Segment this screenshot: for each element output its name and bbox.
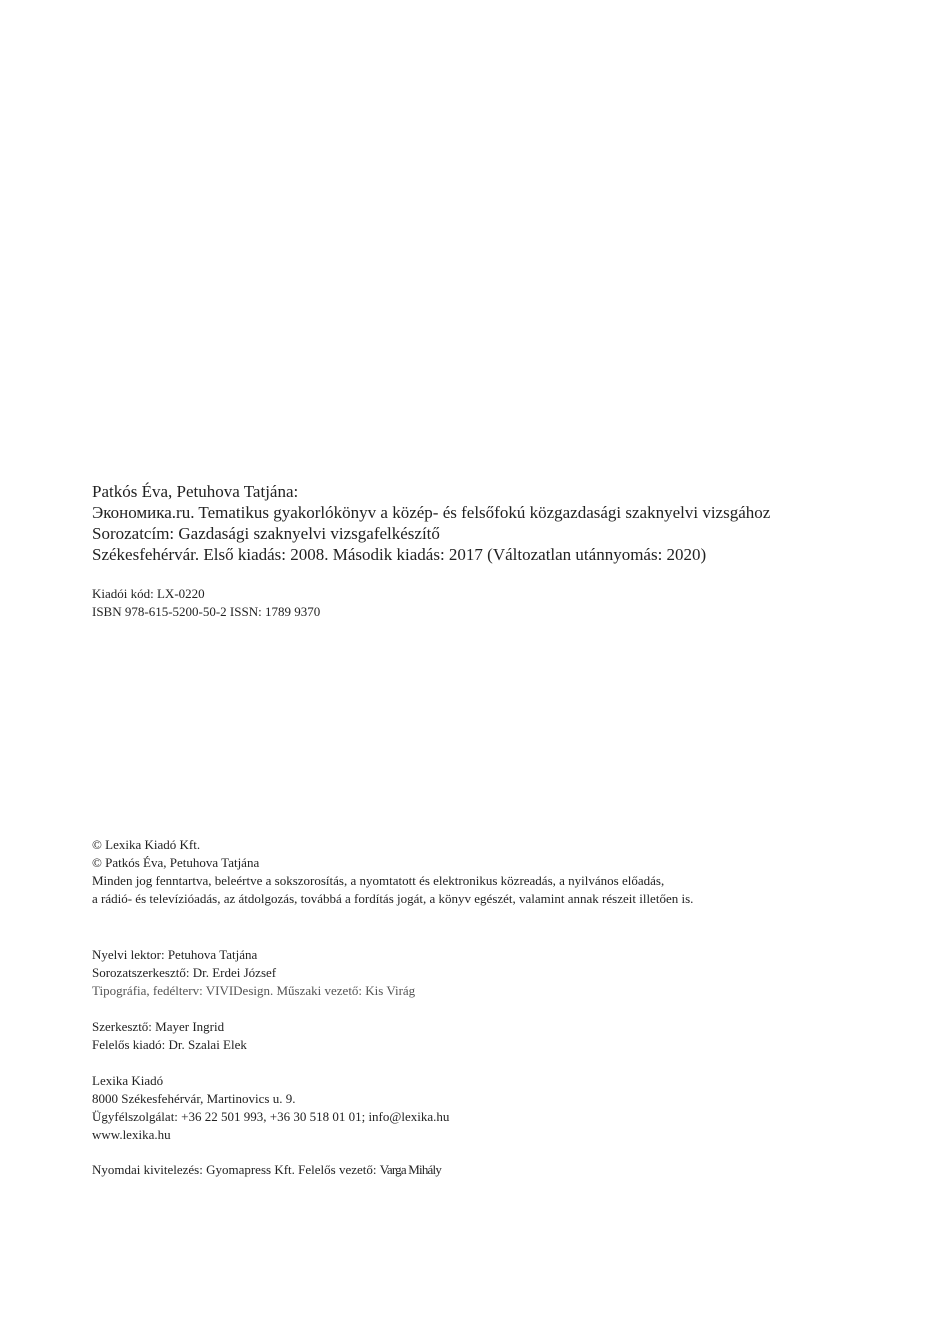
- printer-info: [92, 1161, 441, 1179]
- copyright-publisher: © Lexika Kiadó Kft.: [92, 837, 201, 852]
- copyright-notice: [92, 836, 693, 908]
- book-title: Экономика.ru. Tematikus gyakorlókönyv a közép- és felsőfokú közgazdasági szaknyelvi vizsgához: [92, 503, 771, 522]
- rights-statement-line-2: a rádió- és televízióadás, az átdolgozás, továbbá a fordítás jogát, a könyv egészét, valamint annak részeit illetően is.: [92, 891, 694, 906]
- publisher-website[interactable]: www.lexika.hu: [92, 1127, 171, 1142]
- bibliographic-record: [92, 481, 770, 565]
- credits: [92, 946, 415, 1000]
- typography-credit: Tipográfia, fedélterv: VIVIDesign. Műszaki vezető: Kis Virág: [92, 983, 416, 998]
- edition-info: Székesfehérvár. Első kiadás: 2008. Második kiadás: 2017 (Változatlan utánnyomás: 2020): [92, 545, 707, 564]
- responsible-publisher: Felelős kiadó: Dr. Szalai Elek: [92, 1037, 247, 1052]
- series-editor: Sorozatszerkesztő: Dr. Erdei József: [92, 965, 277, 980]
- language-lector: Nyelvi lektor: Petuhova Tatjána: [92, 947, 258, 962]
- editorial-staff: [92, 1018, 247, 1054]
- publisher-contact: [92, 1072, 449, 1144]
- publisher-code: Kiadói kód: LX-0220: [92, 586, 205, 601]
- editor: Szerkesztő: Mayer Ingrid: [92, 1019, 225, 1034]
- publication-codes: [92, 585, 320, 621]
- publisher-name: Lexika Kiadó: [92, 1073, 164, 1088]
- printer-manager: Varga Mihály: [379, 1162, 442, 1177]
- printer-text: Nyomdai kivitelezés: Gyomapress Kft. Felelős vezető:: [92, 1162, 380, 1177]
- publisher-address: 8000 Székesfehérvár, Martinovics u. 9.: [92, 1091, 296, 1106]
- authors: Patkós Éva, Petuhova Tatjána:: [92, 482, 299, 501]
- customer-service: Ügyfélszolgálat: +36 22 501 993, +36 30 518 01 01; info@lexika.hu: [92, 1109, 450, 1124]
- printer-line: [92, 1161, 441, 1179]
- series-title: Sorozatcím: Gazdasági szaknyelvi vizsgafelkészítő: [92, 524, 440, 543]
- rights-statement-line-1: Minden jog fenntartva, beleértve a sokszorosítás, a nyomtatott és elektronikus közreadás, a nyilvános előadás,: [92, 873, 665, 888]
- copyright-authors: © Patkós Éva, Petuhova Tatjána: [92, 855, 260, 870]
- isbn-issn: ISBN 978-615-5200-50-2 ISSN: 1789 9370: [92, 604, 321, 619]
